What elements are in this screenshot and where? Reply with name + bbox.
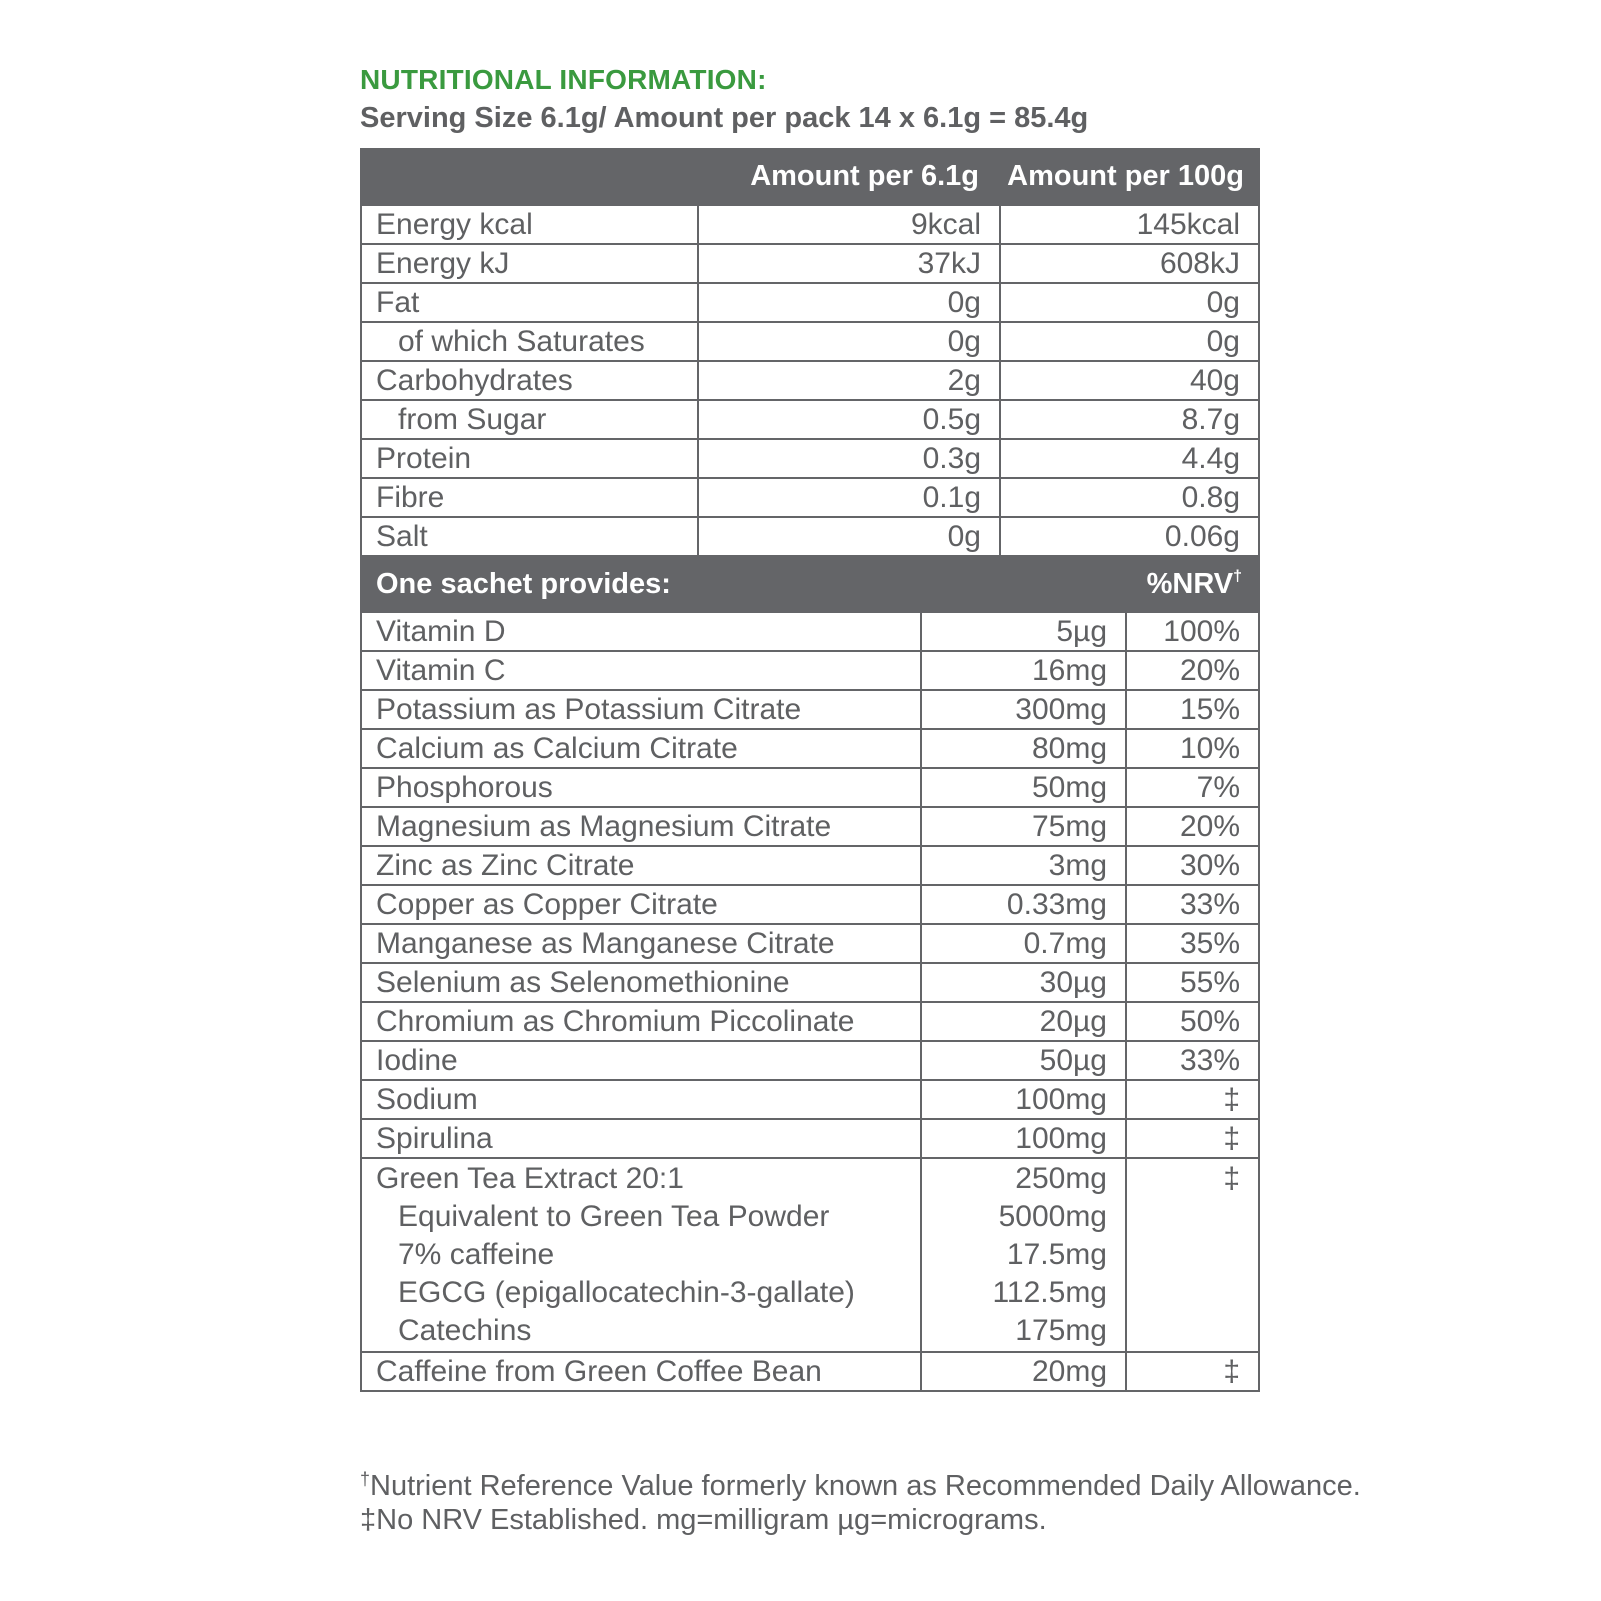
green-tea-sub-amount: 5000mg — [998, 1200, 1107, 1233]
amount-value: 16mg — [921, 651, 1126, 690]
green-tea-nrv: ‡ — [1223, 1162, 1240, 1195]
nrv-value: 35% — [1126, 924, 1259, 963]
caffeine-name: Caffeine from Green Coffee Bean — [361, 1352, 921, 1391]
nrv-value: 10% — [1126, 729, 1259, 768]
nutrient-name: Fibre — [361, 478, 698, 517]
per-serving-value: 9kcal — [698, 205, 1000, 244]
nutrition-header — [360, 148, 1260, 204]
nutrient-name: Energy kcal — [361, 205, 698, 244]
caffeine-nrv: ‡ — [1126, 1352, 1259, 1391]
sachet-header — [360, 557, 1260, 611]
per-serving-value: 37kJ — [698, 244, 1000, 283]
green-tea-sub-amount: 17.5mg — [1006, 1238, 1107, 1271]
nutrient-name: Phosphorous — [361, 768, 921, 807]
per-serving-value: 0g — [698, 517, 1000, 556]
nutrient-name: Spirulina — [361, 1119, 921, 1158]
amount-value: 80mg — [921, 729, 1126, 768]
per-100g-value: 4.4g — [1000, 439, 1259, 478]
amount-value: 50mg — [921, 768, 1126, 807]
nutrient-name: from Sugar — [361, 400, 698, 439]
table-row — [361, 400, 1259, 439]
table-row — [361, 361, 1259, 400]
footnote-nrv: †Nutrient Reference Value formerly known as Recommended Daily Allowance. — [360, 1469, 1361, 1502]
green-tea-sub-amount: 112.5mg — [992, 1276, 1107, 1309]
table-row — [361, 846, 1259, 885]
table-row — [361, 729, 1259, 768]
nrv-header: %NRV† — [1146, 567, 1242, 600]
header-per-serving: Amount per 6.1g — [750, 159, 979, 192]
nrv-value: 20% — [1126, 651, 1259, 690]
per-serving-value: 0.1g — [698, 478, 1000, 517]
amount-value: 100mg — [921, 1119, 1126, 1158]
nutrient-name: Copper as Copper Citrate — [361, 885, 921, 924]
nrv-value: 15% — [1126, 690, 1259, 729]
footnote-no-nrv: ‡No NRV Established. mg=milligram µg=micrograms. — [360, 1504, 1047, 1536]
per-serving-value: 0.3g — [698, 439, 1000, 478]
green-tea-amount: 250mg — [1015, 1162, 1107, 1195]
per-100g-value: 608kJ — [1000, 244, 1259, 283]
sachet-header-label: One sachet provides: — [376, 567, 671, 600]
nrv-value: 55% — [1126, 963, 1259, 1002]
footnotes — [360, 1462, 1361, 1537]
nutrient-name: Vitamin D — [361, 612, 921, 651]
nutrient-name: Sodium — [361, 1080, 921, 1119]
serving-size: Serving Size 6.1g/ Amount per pack 14 x 6.1g = 85.4g — [360, 102, 1089, 134]
amount-value: 20µg — [921, 1002, 1126, 1041]
amount-value: 75mg — [921, 807, 1126, 846]
nutrition-table — [360, 204, 1260, 557]
header-per-100g: Amount per 100g — [1007, 159, 1244, 192]
per-serving-value: 2g — [698, 361, 1000, 400]
nutrient-name: Salt — [361, 517, 698, 556]
green-tea-sub-name: EGCG (epigallocatechin-3-gallate) — [398, 1276, 855, 1309]
nrv-value: 50% — [1126, 1002, 1259, 1041]
nutrient-name: Protein — [361, 439, 698, 478]
nutrient-name: Potassium as Potassium Citrate — [361, 690, 921, 729]
table-row — [361, 1080, 1259, 1119]
table-row — [361, 651, 1259, 690]
per-100g-value: 0.8g — [1000, 478, 1259, 517]
table-row-green-tea — [361, 1158, 1259, 1352]
table-row — [361, 924, 1259, 963]
nutrient-name: Zinc as Zinc Citrate — [361, 846, 921, 885]
per-serving-value: 0g — [698, 283, 1000, 322]
nutrient-name: of which Saturates — [361, 322, 698, 361]
nutrient-name: Energy kJ — [361, 244, 698, 283]
per-100g-value: 40g — [1000, 361, 1259, 400]
sachet-table — [360, 611, 1260, 1392]
table-row — [361, 1002, 1259, 1041]
per-100g-value: 145kcal — [1000, 205, 1259, 244]
amount-value: 30µg — [921, 963, 1126, 1002]
amount-value: 5µg — [921, 612, 1126, 651]
table-row — [361, 244, 1259, 283]
table-row — [361, 517, 1259, 556]
nutrition-panel — [360, 148, 1260, 1392]
per-serving-value: 0g — [698, 322, 1000, 361]
per-serving-value: 0.5g — [698, 400, 1000, 439]
table-row — [361, 885, 1259, 924]
nutrient-name: Selenium as Selenomethionine — [361, 963, 921, 1002]
green-tea-sub-name: Catechins — [398, 1314, 532, 1347]
nutrient-name: Iodine — [361, 1041, 921, 1080]
green-tea-name: Green Tea Extract 20:1 — [376, 1162, 684, 1195]
nrv-value: 100% — [1126, 612, 1259, 651]
nutrient-name: Calcium as Calcium Citrate — [361, 729, 921, 768]
per-100g-value: 0g — [1000, 322, 1259, 361]
table-row-caffeine — [361, 1352, 1259, 1391]
table-row — [361, 963, 1259, 1002]
table-row — [361, 205, 1259, 244]
nutrient-name: Magnesium as Magnesium Citrate — [361, 807, 921, 846]
caffeine-amount: 20mg — [921, 1352, 1126, 1391]
table-row — [361, 283, 1259, 322]
table-row — [361, 322, 1259, 361]
table-row — [361, 439, 1259, 478]
table-row — [361, 690, 1259, 729]
amount-value: 3mg — [921, 846, 1126, 885]
nrv-value: ‡ — [1126, 1119, 1259, 1158]
nrv-value: 7% — [1126, 768, 1259, 807]
table-row — [361, 612, 1259, 651]
amount-value: 300mg — [921, 690, 1126, 729]
amount-value: 0.33mg — [921, 885, 1126, 924]
table-row — [361, 478, 1259, 517]
nrv-value: 33% — [1126, 885, 1259, 924]
nutrient-name: Manganese as Manganese Citrate — [361, 924, 921, 963]
per-100g-value: 0g — [1000, 283, 1259, 322]
nrv-value: 20% — [1126, 807, 1259, 846]
amount-value: 100mg — [921, 1080, 1126, 1119]
nutrient-name: Fat — [361, 283, 698, 322]
green-tea-sub-name: 7% caffeine — [398, 1238, 555, 1271]
green-tea-sub-amount: 175mg — [1015, 1314, 1107, 1347]
green-tea-sub-name: Equivalent to Green Tea Powder — [398, 1200, 830, 1233]
nutrient-name: Chromium as Chromium Piccolinate — [361, 1002, 921, 1041]
table-row — [361, 807, 1259, 846]
per-100g-value: 0.06g — [1000, 517, 1259, 556]
nrv-value: 30% — [1126, 846, 1259, 885]
nrv-value: 33% — [1126, 1041, 1259, 1080]
nutrient-name: Vitamin C — [361, 651, 921, 690]
amount-value: 0.7mg — [921, 924, 1126, 963]
amount-value: 50µg — [921, 1041, 1126, 1080]
page-title: NUTRITIONAL INFORMATION: — [360, 64, 767, 95]
nutrient-name: Carbohydrates — [361, 361, 698, 400]
table-row — [361, 1041, 1259, 1080]
table-row — [361, 1119, 1259, 1158]
per-100g-value: 8.7g — [1000, 400, 1259, 439]
nrv-value: ‡ — [1126, 1080, 1259, 1119]
table-row — [361, 768, 1259, 807]
